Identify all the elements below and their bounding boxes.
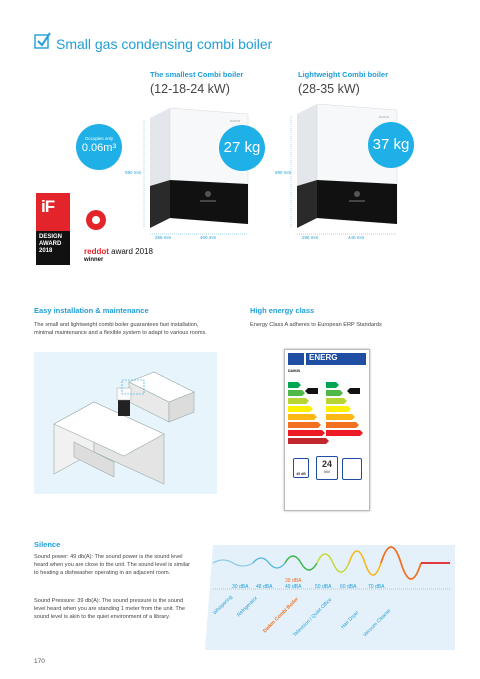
level-6: 70 dBA — [368, 584, 385, 590]
boiler-small-width: 400 mm — [200, 235, 217, 240]
source-5: Hair Dryer — [340, 609, 361, 631]
page-title: Small gas condensing combi boiler — [56, 36, 273, 52]
boiler-light-image — [285, 98, 425, 240]
energy-label-power-unit: kW — [324, 469, 330, 474]
faucet-icon — [342, 458, 362, 480]
boiler-small-range: (12-18-24 kW) — [150, 82, 230, 96]
energy-body: Energy Class A adheres to European ERP Standards — [250, 322, 382, 328]
source-3: Daikin Combi Boiler — [262, 596, 300, 635]
source-2: Refrigerator — [236, 595, 259, 619]
svg-text:DAIKIN: DAIKIN — [379, 115, 390, 119]
installation-room-illustration — [34, 352, 217, 494]
checkbox-icon — [34, 32, 51, 49]
energy-label-db: 49 dB — [293, 458, 309, 478]
reddot-winner: winner — [84, 257, 104, 263]
boiler-light-width: 440 mm — [348, 235, 365, 240]
occupies-label: Occupies only — [84, 136, 114, 141]
boiler-light-depth: 295 mm — [302, 235, 319, 240]
occupies-badge — [76, 124, 122, 170]
level-1: 30 dBA — [232, 584, 249, 590]
reddot-award-text: reddot award 2018 — [84, 247, 153, 256]
level-4: 50 dBA — [315, 584, 332, 590]
level-3: 49 dBA — [285, 584, 302, 590]
source-4: Television / Quiet Office — [292, 596, 334, 639]
eu-flag-icon — [288, 353, 304, 365]
energy-class-bars — [288, 380, 366, 448]
boiler-small-height: 590 mm — [125, 170, 142, 175]
installation-heading: Easy installation & maintenance — [34, 306, 149, 315]
boiler-light-height: 690 mm — [275, 170, 292, 175]
svg-text:DAIKIN: DAIKIN — [230, 119, 241, 123]
boiler-small-subtitle: The smallest Combi boiler — [150, 70, 244, 79]
energy-heading: High energy class — [250, 306, 315, 315]
reddot-icon — [84, 208, 108, 232]
silence-heading: Silence — [34, 540, 61, 549]
if-design-award-logo: iF DESIGN AWARD 2018 — [36, 193, 70, 265]
level-highlight: 39 dBA — [285, 578, 302, 584]
page-number: 170 — [34, 658, 45, 665]
silence-power-text: Sound power: 49 db(A): The sound power is the sound level heard when you are close to the unit. The sound level is similar to heating a dishwasher operating in an adjacent room. — [34, 554, 190, 577]
boiler-light-weight-badge: 37 kg — [368, 122, 414, 168]
boiler-light-subtitle: Lightweight Combi boiler — [298, 70, 388, 79]
level-2: 48 dBA — [256, 584, 273, 590]
occupies-value: 0.06m³ — [81, 142, 117, 154]
level-5: 60 dBA — [340, 584, 357, 590]
energy-label-power: 24 — [321, 459, 332, 469]
silence-pressure-text: Sound Pressure: 39 db(A): The sound pressure is the sound level heard when you are standing 1 meter from the unit. The sound level is akin to the quiet environment of a library. — [34, 598, 186, 621]
installation-body: The small and lightweight combi boiler guarantees fast installation, minimal maintenance and a flexible system to adapt to various rooms. — [34, 322, 207, 337]
source-6: Vacuum Cleaner — [362, 607, 393, 639]
source-1: Whispering — [212, 594, 234, 617]
energy-label: ENERG DAIKIN 49 dB 24 kW — [284, 349, 370, 511]
boiler-small-image — [140, 100, 290, 240]
boiler-small-weight-badge: 27 kg — [219, 125, 265, 171]
energy-label-power-box — [316, 456, 338, 480]
energy-label-title: ENERG — [306, 353, 366, 365]
boiler-small-depth: 266 mm — [155, 235, 172, 240]
boiler-light-range: (28-35 kW) — [298, 82, 360, 96]
